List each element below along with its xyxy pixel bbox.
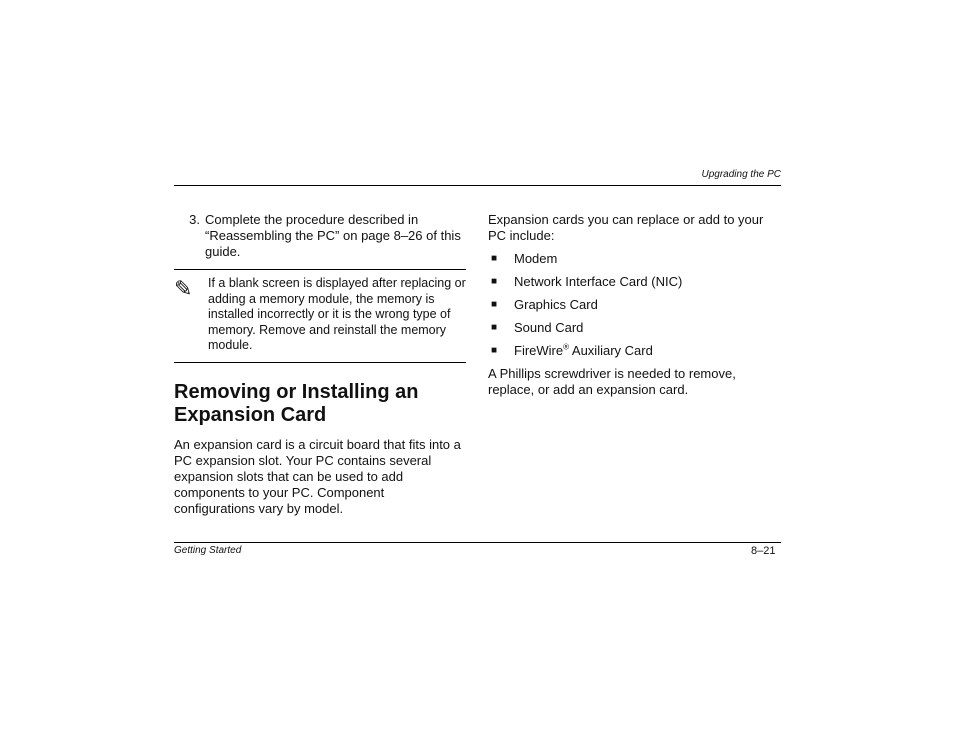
section-title: Removing or Installing an Expansion Card bbox=[174, 380, 419, 426]
square-bullet-icon: ■ bbox=[491, 299, 498, 310]
left-column bbox=[174, 212, 466, 517]
intro-text: Expansion cards you can replace or add to your PC include: bbox=[488, 212, 764, 243]
step-text: Complete the procedure described in “Reassembling the PC” on page 8–26 of this guide. bbox=[205, 212, 461, 259]
list-item-label: Graphics Card bbox=[514, 297, 598, 312]
footer-title: Getting Started bbox=[174, 545, 242, 556]
list-item bbox=[488, 320, 782, 343]
list-item-label: Network Interface Card (NIC) bbox=[514, 274, 683, 289]
running-header: Upgrading the PC bbox=[701, 169, 781, 180]
list-item-label: Modem bbox=[514, 251, 558, 266]
note-box bbox=[174, 269, 466, 363]
note-text: If a blank screen is displayed after replacing or adding a memory module, the memory is installed incorrectly or it is the wrong type of memory. Remove and reinstall the memory module. bbox=[208, 276, 466, 352]
right-column bbox=[488, 212, 782, 398]
list-item bbox=[488, 297, 782, 320]
registered-mark: ® bbox=[563, 342, 570, 352]
list-item bbox=[488, 274, 782, 297]
header-rule bbox=[174, 185, 781, 186]
step-number: 3. bbox=[189, 212, 200, 227]
square-bullet-icon: ■ bbox=[491, 276, 498, 287]
page-number: 8–21 bbox=[751, 545, 776, 557]
footer-rule bbox=[174, 542, 781, 543]
list-item bbox=[488, 343, 782, 366]
list-item bbox=[488, 251, 782, 274]
section-body: An expansion card is a circuit board that fits into a PC expansion slot. Your PC contains several expansion slots that can be used to add components to your PC. Component configurations vary by model. bbox=[174, 436, 461, 516]
list-item-label bbox=[514, 343, 653, 359]
list-item-label: Sound Card bbox=[514, 320, 584, 335]
auxiliary-card-label: Auxiliary Card bbox=[569, 343, 653, 358]
outro-text: A Phillips screwdriver is needed to remove, replace, or add an expansion card. bbox=[488, 366, 736, 397]
square-bullet-icon: ■ bbox=[491, 322, 498, 333]
firewire-label: FireWire bbox=[514, 343, 564, 358]
pencil-icon: ✎ bbox=[174, 276, 193, 301]
procedure-step bbox=[174, 212, 466, 260]
expansion-card-list bbox=[488, 251, 782, 366]
square-bullet-icon: ■ bbox=[491, 345, 498, 356]
square-bullet-icon: ■ bbox=[491, 253, 498, 264]
